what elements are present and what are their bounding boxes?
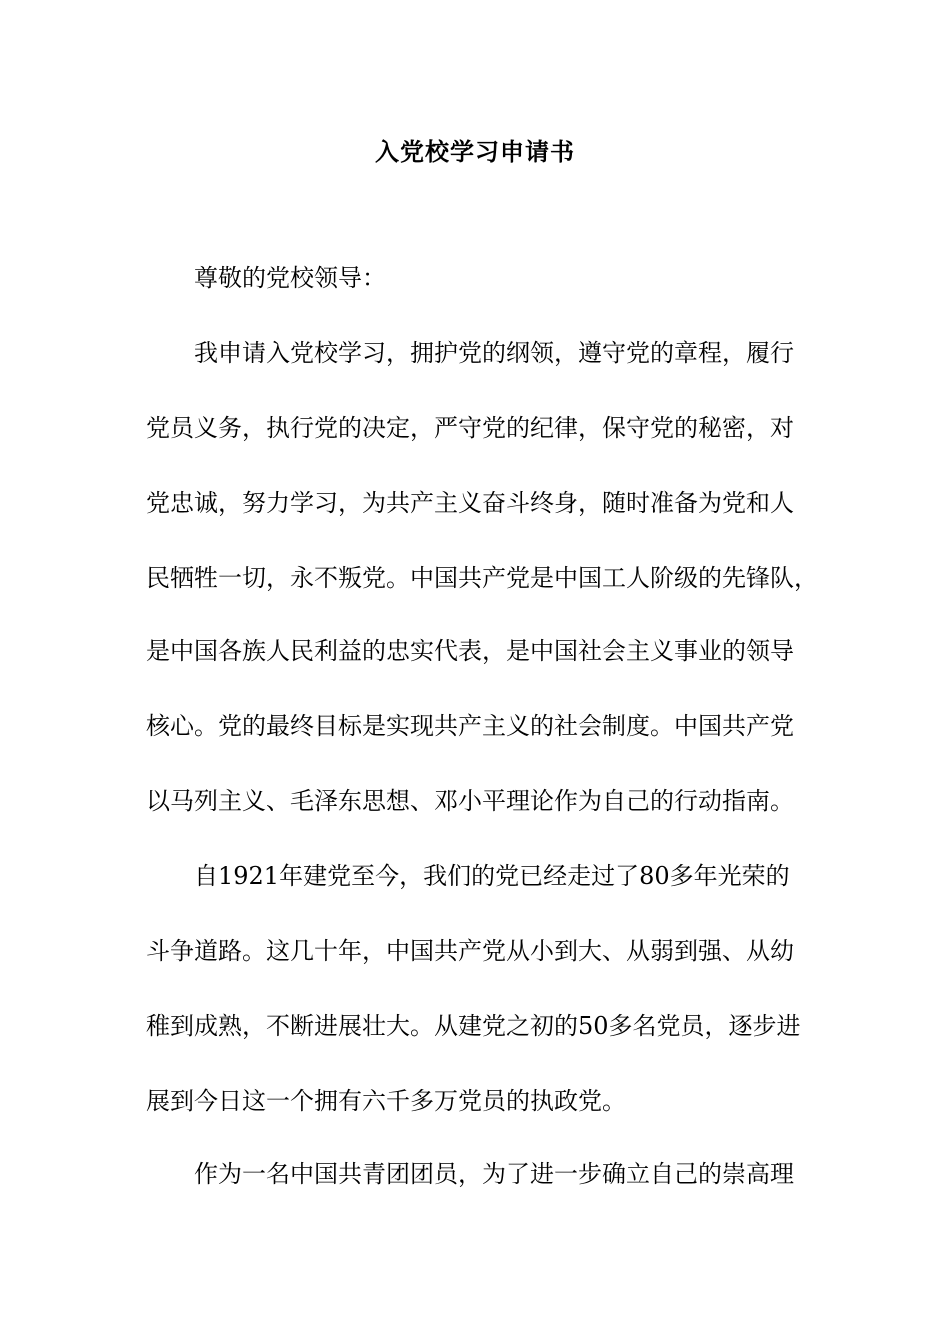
body-line: 自1921年建党至今，我们的党已经走过了80多年光荣的	[194, 862, 790, 890]
body-line: 是中国各族人民利益的忠实代表，是中国社会主义事业的领导	[146, 637, 794, 665]
body-line: 核心。党的最终目标是实现共产主义的社会制度。中国共产党	[146, 712, 794, 740]
body-line: 作为一名中国共青团团员，为了进一步确立自己的崇高理	[194, 1160, 794, 1188]
body-line: 稚到成熟，不断进展壮大。从建党之初的50多名党员，逐步进	[146, 1012, 801, 1040]
salutation: 尊敬的党校领导：	[194, 264, 386, 292]
document-title: 入党校学习申请书	[375, 138, 575, 166]
body-line: 以马列主义、毛泽东思想、邓小平理论作为自己的行动指南。	[146, 787, 794, 815]
body-line: 党忠诚，努力学习，为共产主义奋斗终身，随时准备为党和人	[146, 489, 794, 517]
body-line: 民牺牲一切，永不叛党。中国共产党是中国工人阶级的先锋队，	[146, 564, 818, 592]
body-line: 党员义务，执行党的决定，严守党的纪律，保守党的秘密，对	[146, 414, 794, 442]
body-line: 展到今日这一个拥有六千多万党员的执政党。	[146, 1087, 626, 1115]
body-line: 我申请入党校学习，拥护党的纲领，遵守党的章程，履行	[194, 339, 794, 367]
body-line: 斗争道路。这几十年，中国共产党从小到大、从弱到强、从幼	[146, 937, 794, 965]
